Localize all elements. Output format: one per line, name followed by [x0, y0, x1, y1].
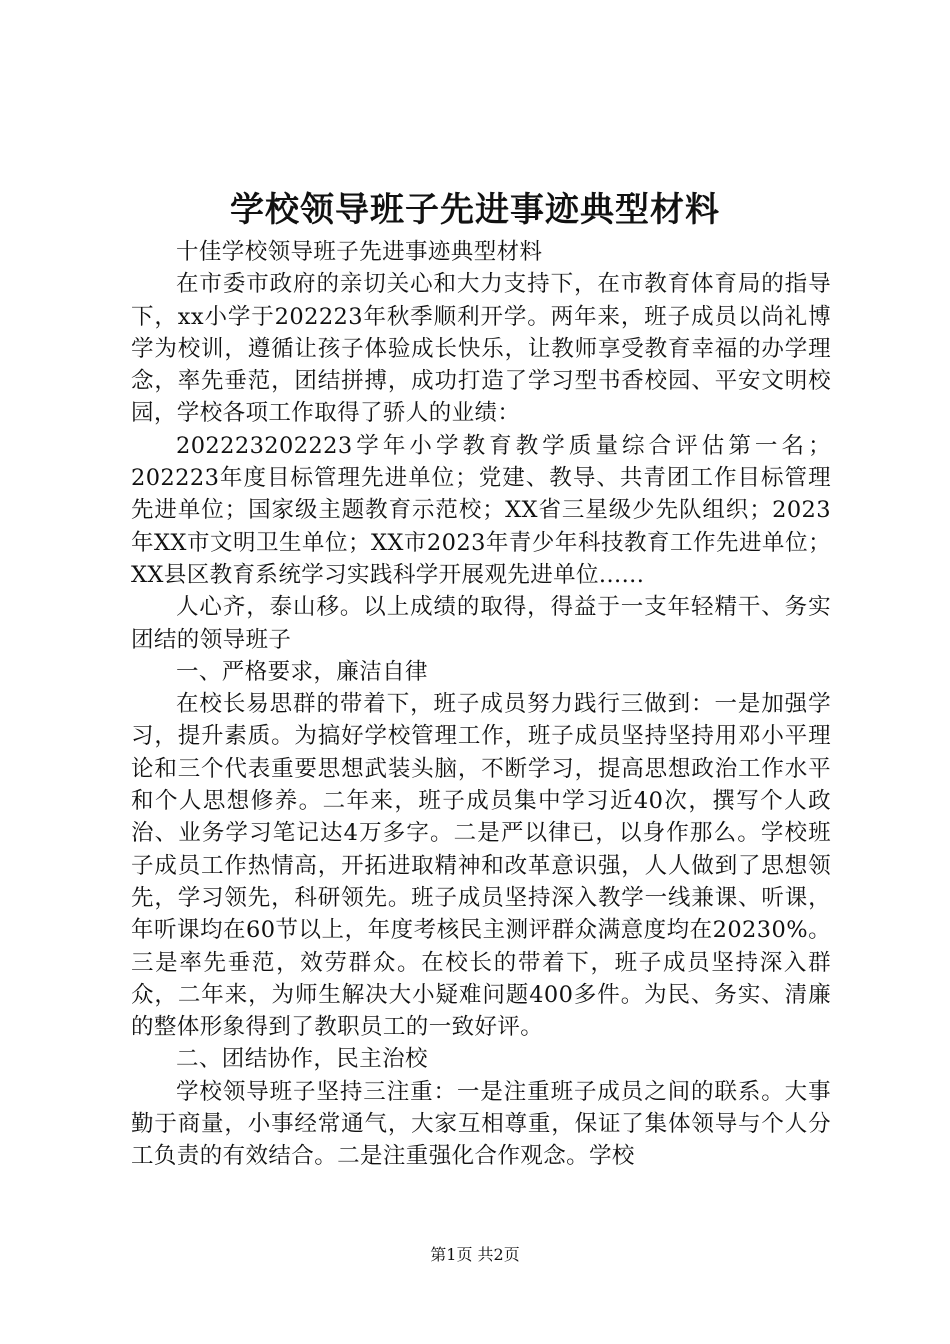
document-title: 学校领导班子先进事迹典型材料 [230, 190, 720, 230]
achievements-paragraph: 202223202223学年小学教育教学质量综合评估第一名；202223年度目标管理先进单位；党建、教导、共青团工作目标管理先进单位；国家级主题教育示范校；XX省三星级少先队组织；2023年XX市文明卫生单位；XX市2023年青少年科技教育工作先进单位；XX县区教育系统学习实践科学开展观先进单位...... [131, 432, 831, 588]
subtitle-paragraph: 十佳学校领导班子先进事迹典型材料 [176, 239, 543, 265]
page-footer: 第1页 共2页 [430, 1245, 520, 1264]
section-heading-1: 一、严格要求，廉洁自律 [176, 658, 428, 685]
section-1-paragraph: 在校长易思群的带着下，班子成员努力践行三做到：一是加强学习，提升素质。为搞好学校管理工作，班子成员坚持坚持用邓小平理论和三个代表重要思想武装头脑，不断学习，提高思想政治工作水平和个人思想修养。二年来，班子成员集中学习近40次，撰写个人政治、业务学习笔记达4万多字。二是严以律已，以身作那么。学校班子成员工作热情高，开拓进取精神和改革意识强，人人做到了思想领先，学习领先，科研领先。班子成员坚持深入教学一线兼课、听课，年听课均在60节以上，年度考核民主测评群众满意度均在20230%。三是率先垂范，效劳群众。在校长的带着下，班子成员坚持深入群众，二年来，为师生解决大小疑难问题400多件。为民、务实、清廉的整体形象得到了教职员工的一致好评。 [131, 691, 831, 1041]
summary-paragraph: 人心齐，泰山移。以上成绩的取得，得益于一支年轻精干、务实团结的领导班子 [131, 594, 831, 653]
intro-paragraph: 在市委市政府的亲切关心和大力支持下，在市教育体育局的指导下，xx小学于202223年秋季顺利开学。两年来，班子成员以尚礼博学为校训，遵循让孩子体验成长快乐，让教师享受教育幸福的办学理念，率先垂范，团结拼搏，成功打造了学习型书香校园、平安文明校园，学校各项工作取得了骄人的业绩： [131, 271, 831, 427]
document-body [131, 236, 831, 1173]
section-heading-2: 二、团结协作，民主治校 [176, 1046, 428, 1073]
section-2-paragraph: 学校领导班子坚持三注重：一是注重班子成员之间的联系。大事勤于商量，小事经常通气，大家互相尊重，保证了集体领导与个人分工负责的有效结合。二是注重强化合作观念。学校 [131, 1078, 831, 1170]
